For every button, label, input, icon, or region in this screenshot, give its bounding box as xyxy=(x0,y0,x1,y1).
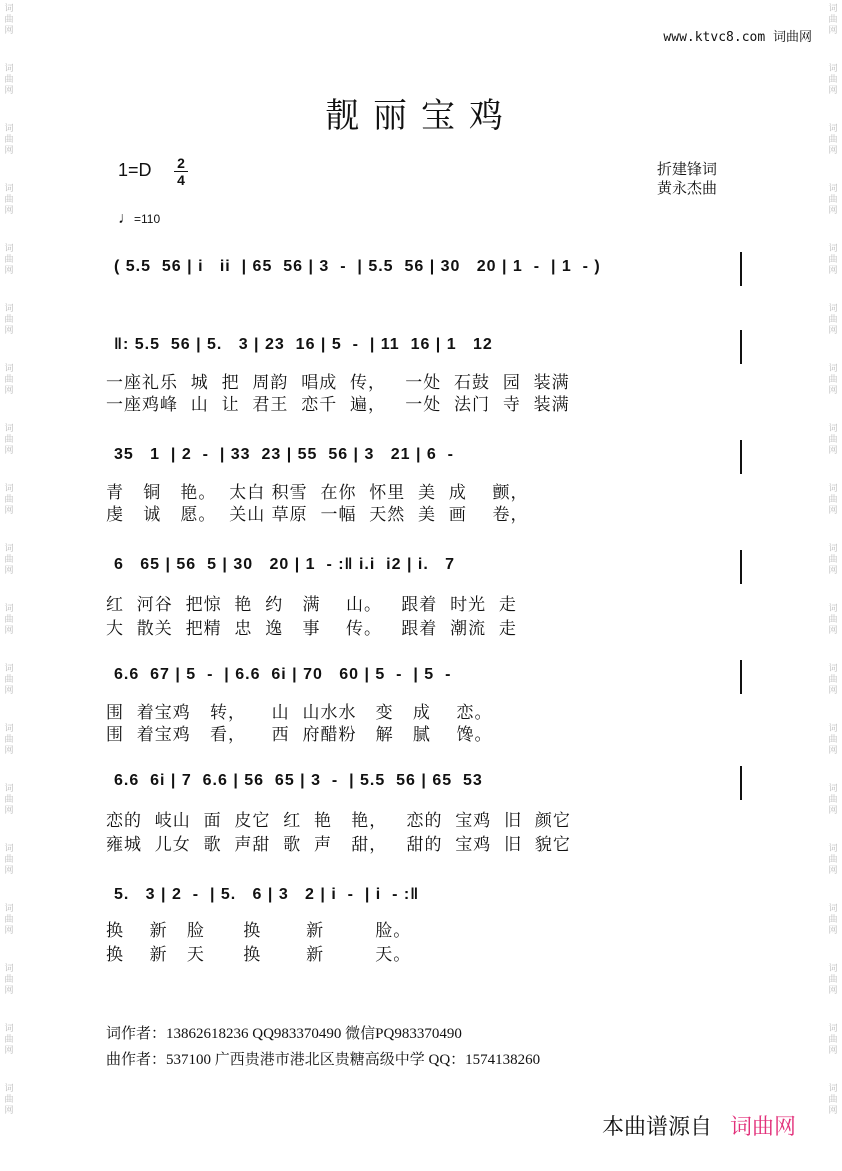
watermark-mark: 词曲网 xyxy=(828,64,838,96)
score-row xyxy=(106,660,746,694)
quarter-note-icon: ♩ xyxy=(118,210,134,227)
watermark-mark: 词曲网 xyxy=(828,364,838,396)
watermark-mark: 词曲网 xyxy=(828,1024,838,1056)
source-credit xyxy=(602,1110,796,1141)
lyric-line: 围 着宝鸡 看， 西 府醋粉 解 腻 馋。 xyxy=(106,725,493,745)
right-watermark-strip xyxy=(826,0,840,1171)
watermark-mark: 词曲网 xyxy=(4,124,14,156)
notation-line: ‖: 5.5 56 | 5. 3 | 23 16 | 5 - | 11 16 | 1 12 xyxy=(114,336,493,353)
watermark-mark: 词曲网 xyxy=(828,424,838,456)
watermark-mark: 词曲网 xyxy=(4,244,14,276)
barline xyxy=(740,440,742,474)
watermark-mark: 词曲网 xyxy=(4,304,14,336)
source-label: 本曲谱源自 xyxy=(601,1115,712,1140)
lyricist-credit: 折建锋词 xyxy=(657,160,718,178)
watermark-mark: 词曲网 xyxy=(4,364,14,396)
watermark-mark: 词曲网 xyxy=(4,1084,14,1116)
lyric-line: 换 新 天 换 新 天。 xyxy=(106,945,412,965)
notation-line: 6.6 6i | 7 6.6 | 56 65 | 3 - | 5.5 56 | 65 53 xyxy=(114,772,483,789)
source-brand-link[interactable]: 词曲网 xyxy=(729,1115,796,1140)
lyric-line: 一座礼乐 城 把 周韵 唱成 传， 一处 石鼓 园 装满 xyxy=(106,373,570,393)
watermark-mark: 词曲网 xyxy=(4,64,14,96)
key-signature: 1=D xyxy=(118,160,152,180)
notation-line: 35 1 | 2 - | 33 23 | 55 56 | 3 21 | 6 - xyxy=(114,446,454,463)
watermark-mark: 词曲网 xyxy=(828,244,838,276)
watermark-mark: 词曲网 xyxy=(828,1084,838,1116)
watermark-mark: 词曲网 xyxy=(4,544,14,576)
credits xyxy=(657,160,717,198)
watermark-mark: 词曲网 xyxy=(828,544,838,576)
barline xyxy=(740,252,742,286)
notation-line: ( 5.5 56 | i ii | 65 56 | 3 - | 5.5 56 | 30 20 | 1 - | 1 - ) xyxy=(114,258,601,275)
lyric-line: 虔 诚 愿。 关山 草原 一幅 天然 美 画 卷， xyxy=(106,505,529,525)
watermark-mark: 词曲网 xyxy=(828,484,838,516)
lyric-line: 红 河谷 把惊 艳 约 满 山。 跟着 时光 走 xyxy=(106,595,517,615)
notation-line: 6.6 67 | 5 - | 6.6 6i | 70 60 | 5 - | 5 - xyxy=(114,666,452,683)
notation-line: 6 65 | 56 5 | 30 20 | 1 - :‖ i.i i2 | i. 7 xyxy=(114,556,456,573)
site-url[interactable]: www.ktvc8.com 词曲网 xyxy=(663,30,812,45)
lyric-line: 换 新 脸 换 新 脸。 xyxy=(106,921,412,941)
watermark-mark: 词曲网 xyxy=(828,124,838,156)
watermark-mark: 词曲网 xyxy=(828,904,838,936)
watermark-mark: 词曲网 xyxy=(4,904,14,936)
watermark-mark: 词曲网 xyxy=(4,784,14,816)
watermark-mark: 词曲网 xyxy=(4,964,14,996)
tempo-marking xyxy=(118,210,160,228)
lyricist-contact: 词作者：13862618236 QQ983370490 微信PQ983370490 xyxy=(106,1026,462,1042)
watermark-mark: 词曲网 xyxy=(828,184,838,216)
watermark-mark: 词曲网 xyxy=(828,664,838,696)
watermark-mark: 词曲网 xyxy=(828,784,838,816)
watermark-mark: 词曲网 xyxy=(4,664,14,696)
time-signature-top: 2 xyxy=(177,155,185,171)
tempo-value: =110 xyxy=(134,212,161,226)
watermark-mark: 词曲网 xyxy=(4,1024,14,1056)
time-signature xyxy=(174,156,188,187)
notation-line: 5. 3 | 2 - | 5. 6 | 3 2 | i - | i - :‖ xyxy=(114,886,420,903)
page-title: 靓丽宝鸡 xyxy=(325,96,517,136)
watermark-mark: 词曲网 xyxy=(828,4,838,36)
barline xyxy=(740,766,742,800)
lyric-line: 大 散关 把精 忠 逸 事 传。 跟着 潮流 走 xyxy=(106,619,517,639)
left-watermark-strip xyxy=(2,0,16,1171)
watermark-mark: 词曲网 xyxy=(828,964,838,996)
watermark-mark: 词曲网 xyxy=(828,724,838,756)
score-row xyxy=(106,766,746,800)
lyric-line: 围 着宝鸡 转， 山 山水水 变 成 恋。 xyxy=(106,703,493,723)
watermark-mark: 词曲网 xyxy=(4,484,14,516)
watermark-mark: 词曲网 xyxy=(4,424,14,456)
watermark-mark: 词曲网 xyxy=(4,844,14,876)
watermark-mark: 词曲网 xyxy=(828,304,838,336)
lyric-line: 一座鸡峰 山 让 君王 恋千 遍， 一处 法门 寺 装满 xyxy=(106,395,570,415)
barline xyxy=(740,330,742,364)
lyric-line: 恋的 岐山 面 皮它 红 艳 艳， 恋的 宝鸡 旧 颜它 xyxy=(106,811,571,831)
score-row xyxy=(106,880,746,914)
score-row xyxy=(106,252,746,286)
composer-contact: 曲作者：537100 广西贵港市港北区贵糖高级中学 QQ：1574138260 xyxy=(106,1052,541,1068)
watermark-mark: 词曲网 xyxy=(4,4,14,36)
barline xyxy=(740,660,742,694)
lyric-line: 雍城 儿女 歌 声甜 歌 声 甜， 甜的 宝鸡 旧 貌它 xyxy=(106,835,571,855)
watermark-mark: 词曲网 xyxy=(828,844,838,876)
watermark-mark: 词曲网 xyxy=(828,604,838,636)
watermark-mark: 词曲网 xyxy=(4,724,14,756)
time-signature-bottom: 4 xyxy=(177,172,185,188)
watermark-mark: 词曲网 xyxy=(4,604,14,636)
barline xyxy=(740,550,742,584)
score-row xyxy=(106,550,746,584)
score-row xyxy=(106,440,746,474)
score-row xyxy=(106,330,746,364)
lyric-line: 青 铜 艳。 太白 积雪 在你 怀里 美 成 颤， xyxy=(106,483,529,503)
composer-credit: 黄永杰曲 xyxy=(657,179,718,197)
watermark-mark: 词曲网 xyxy=(4,184,14,216)
